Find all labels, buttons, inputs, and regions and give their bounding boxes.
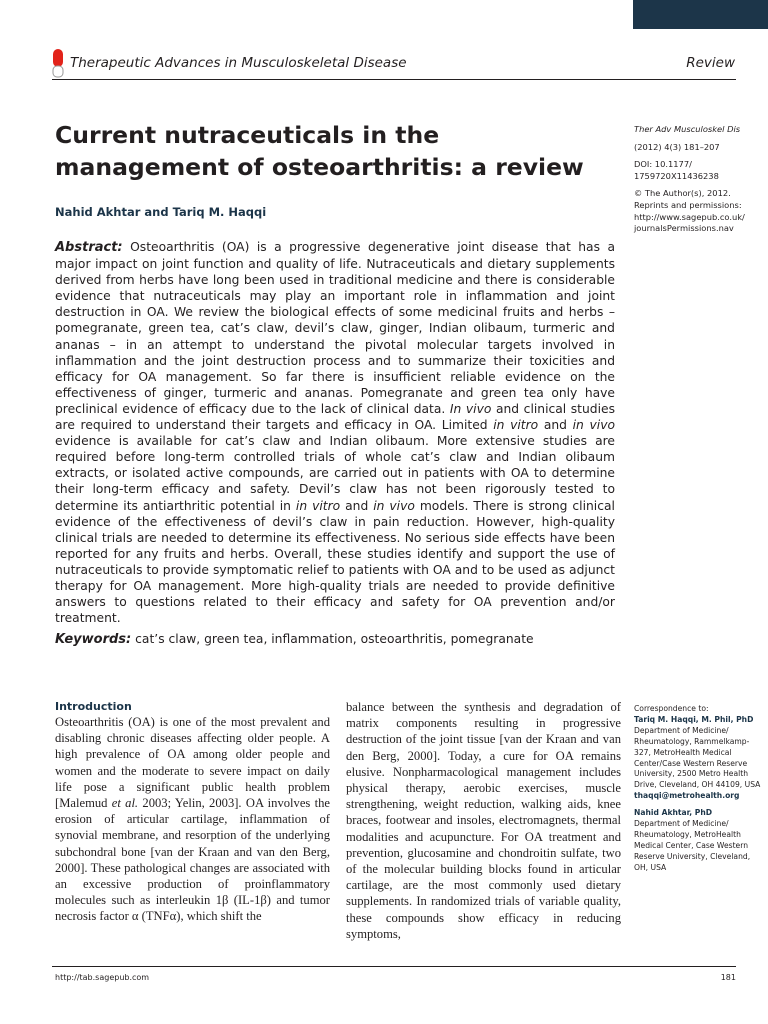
correspondence-address: Department of Medicine/ Rheumatology, Rammelkamp-327, MetroHealth Medical Center/Case Western Reserve University, 2500 Metro Health Drive, Cleveland, OH 44109, USA	[634, 725, 761, 790]
abstract-label: Abstract:	[55, 240, 123, 255]
article-authors: Nahid Akhtar and Tariq M. Haqqi	[55, 205, 267, 219]
journal-abbrev: Ther Adv Musculoskel Dis	[634, 124, 741, 134]
section-heading-introduction: Introduction	[55, 700, 132, 713]
doi: DOI: 10.1177/ 1759720X11436238	[634, 159, 719, 181]
body-text: Osteoarthritis (OA) is one of the most prevalent and disabling chronic diseases affecting older people. A high prevalence of OA among older people and women and the moderate to severe impact on daily life pose a significant public health problem [Malemud	[55, 715, 330, 811]
keywords-text: cat’s claw, green tea, inflammation, osteoarthritis, pomegranate	[135, 632, 534, 646]
keywords-label: Keywords:	[55, 632, 132, 647]
abstract-and: and	[345, 498, 369, 513]
body-paragraph	[55, 714, 330, 925]
abstract-em: in vitro	[295, 498, 341, 513]
journal-mark-icon	[52, 49, 64, 79]
correspondence-name: Nahid Akhtar, PhD	[634, 808, 713, 818]
abstract-em: In vivo	[449, 401, 492, 416]
copyright: © The Author(s), 2012.	[634, 188, 731, 199]
abstract	[55, 239, 615, 626]
header-rule	[52, 79, 736, 80]
section-label: Review	[686, 55, 735, 71]
abstract-text-4: models. There is strong clinical evidence of the effectiveness of devil’s claw in pain reduction. However, high-quality clinical trials are needed to determine its effectiveness. No serious side effects have been reported for any fruits and herbs. Overall, these studies identify and support the use of nutraceuticals to provide symptomatic relief to patients with OA and to be used as adjunct therapy for OA management. More high-quality trials are needed to provide definitive answers to questions related to their efficacy and safety for OA prevention and/or treatment.	[55, 498, 615, 626]
correspondence-address: Department of Medicine/ Rheumatology, MetroHealth Medical Center, Case Western Reserve University, Cleveland, OH, USA	[634, 819, 751, 872]
abstract-text-1: Osteoarthritis (OA) is a progressive degenerative joint disease that has a major impact on joint function and quality of life. Nutraceuticals and dietary supplements derived from herbs have long been used in traditional medicine and there is considerable evidence that nutraceuticals may play an important role in inflammation and joint destruction in OA. We review the biological effects of some medicinal fruits and herbs – pomegranate, green tea, cat’s claw, devil’s claw, ginger, Indian olibaum, turmeric and ananas – in an attempt to understand the pivotal molecular targets involved in inflammation and the joint destruction process and to summarize their toxicities and efficacy for OA management. So far there is insufficient reliable evidence on the effectiveness of ginger, turmeric and ananas. Pomegranate and green tea only have preclinical evidence of efficacy due to the lack of clinical data.	[55, 240, 615, 416]
body-column-left	[55, 699, 330, 925]
abstract-em: in vivo	[572, 418, 615, 433]
abstract-text-2: and clinical studies are required to understand their targets and efficacy in OA. Limited	[55, 401, 615, 433]
abstract-text-3: evidence is available for cat’s claw and Indian olibaum. More extensive studies are required before long-term controlled trials of whole cat’s claw and Indian olibaum extracts, or isolated active compounds, are carried out in patients with OA to determine their long-term efficacy and safety. Devil’s claw has not been rigorously tested to determine its antiarthritic potential in	[55, 434, 615, 513]
footer-url-link[interactable]: http://tab.sagepub.com	[55, 973, 150, 982]
abstract-em: in vitro	[493, 418, 539, 433]
body-em: et al.	[111, 796, 139, 811]
correspondence-email-link[interactable]: thaqqi@metrohealth.org	[634, 791, 740, 801]
header-corner-block	[633, 0, 768, 29]
volume-info: (2012) 4(3) 181–207	[634, 141, 720, 152]
article-meta	[634, 124, 762, 241]
page-number: 181	[720, 973, 736, 982]
abstract-em: in vivo	[373, 498, 415, 513]
body-column-middle	[346, 699, 621, 942]
reprints-info: Reprints and permissions: http://www.sagepub.co.uk/ journalsPermissions.nav	[634, 199, 745, 234]
body-text: 2003; Yelin, 2003]. OA involves the erosion of articular cartilage, inflammation of synovial membrane, and resorption of the underlying subchondral bone [van der Kraan and van den Berg, 2000]. These pathological changes are associated with an excessive production of proinflammatory molecules such as interleukin 1β (IL-1β) and tumor necrosis factor α (TNFα), which shift the	[55, 796, 330, 924]
article-title: Current nutraceuticals in the management of osteoarthritis: a review	[55, 121, 584, 181]
correspondence-heading: Correspondence to:	[634, 704, 709, 713]
correspondence-name: Tariq M. Haqqi, M. Phil, PhD	[634, 714, 754, 724]
abstract-and: and	[543, 418, 567, 433]
journal-name: Therapeutic Advances in Musculoskeletal Disease	[70, 55, 407, 71]
correspondence	[634, 704, 762, 874]
keywords	[55, 631, 615, 648]
footer-rule	[52, 966, 736, 967]
body-paragraph: balance between the synthesis and degradation of matrix components resulting in progressive destruction of the joint tissue [van der Kraan and van den Berg, 2000]. Today, a cure for OA remains elusive. Nonpharmacological management includes physical therapy, aerobic exercises, muscle strengthening, weight reduction, walking aids, knee braces, footwear and insoles, electromagnets, thermal modalities and acupuncture. For OA treatment and prevention, glucosamine and chondroitin sulfate, two of the molecular building blocks found in articular cartilage, are the most commonly used dietary supplements. In randomized trials of variable quality, these compounds show efficacy in reducing symptoms,	[346, 700, 621, 941]
